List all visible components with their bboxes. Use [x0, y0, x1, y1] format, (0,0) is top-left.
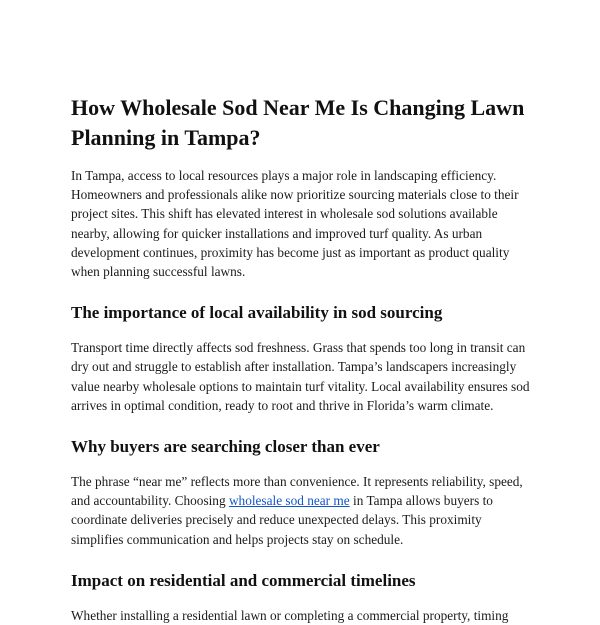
intro-paragraph: In Tampa, access to local resources plays a major role in landscaping efficiency. Homeowners and professionals alike now prioritize sourcing materials close to their project sites. This shift has elevated interest in wholesale sod solutions available nearby, allowing for quicker installations and improved turf quality. As urban development continues, proximity has become just as important as product quality when planning successful lawns.: [71, 168, 519, 280]
section-heading-searching-closer: Why buyers are searching closer than ever: [71, 437, 380, 457]
section-heading-local-availability: The importance of local availability in sod sourcing: [71, 303, 443, 323]
section-body-searching-closer: [71, 472, 531, 549]
section-body-timelines: Whether installing a residential lawn or completing a commercial property, timing: [71, 607, 509, 623]
section-body-local-availability: Transport time directly affects sod freshness. Grass that spends too long in transit can dry out and struggle to establish after installation. Tampa’s landscapers increasingly value nearby wholesale options to maintain turf vitality. Local availability ensures sod arrives in optimal condition, ready to root and thrive in Florida’s warm climate.: [71, 340, 530, 413]
body-text-after-link: in Tampa allows buyers to coordinate deliveries precisely and reduce unexpected delays. This proximity simplifies communication and helps projects stay on schedule.: [71, 493, 493, 547]
wholesale-sod-link[interactable]: wholesale sod near me: [228, 493, 350, 509]
article-content: [71, 93, 531, 625]
body-text-before-link: The phrase “near me” reflects more than convenience. It represents reliability, speed, and accountability. Choosing: [71, 474, 523, 509]
section-heading-timelines: Impact on residential and commercial timelines: [71, 570, 416, 590]
article-title: How Wholesale Sod Near Me Is Changing Lawn Planning in Tampa?: [71, 95, 525, 150]
